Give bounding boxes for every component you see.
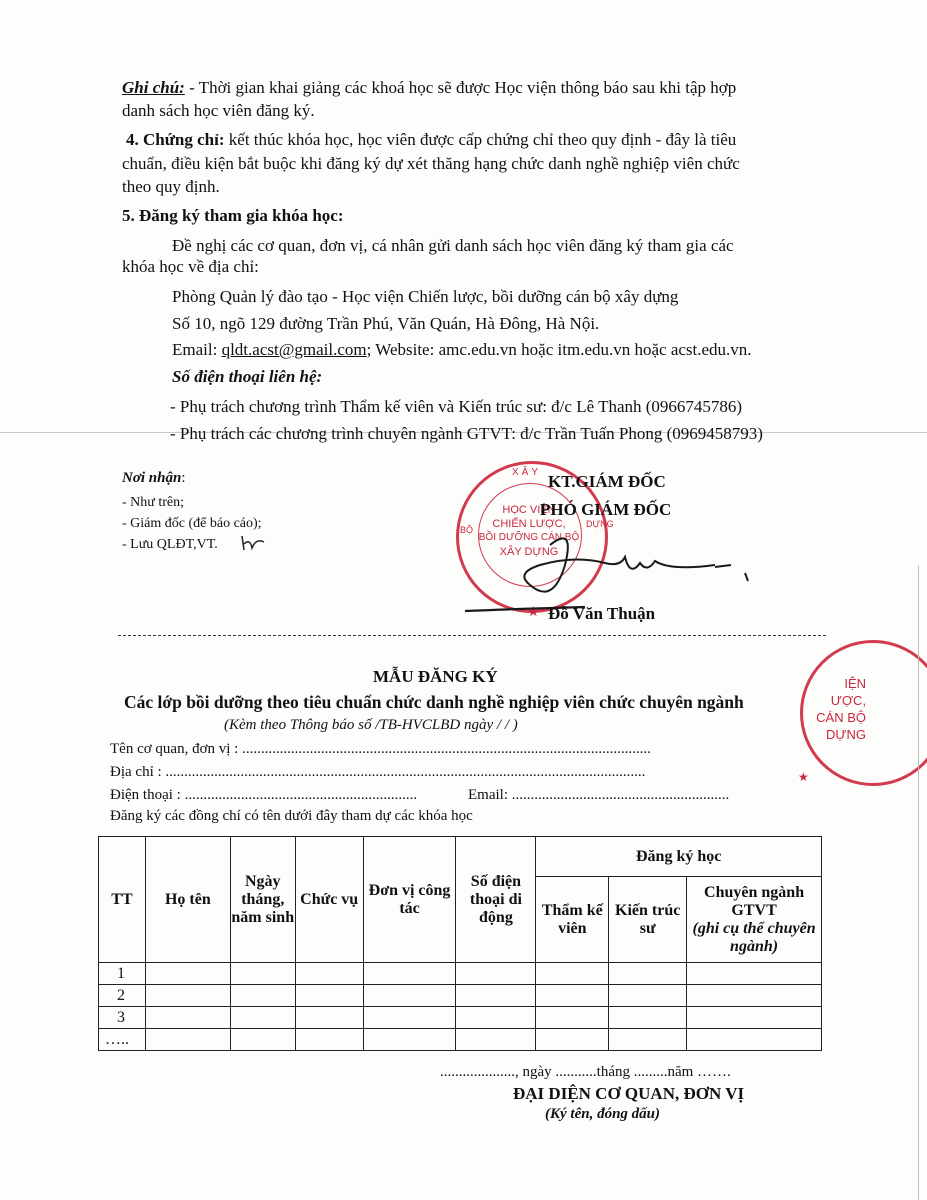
initial-mark — [238, 530, 274, 554]
footer-representative: ĐẠI DIỆN CƠ QUAN, ĐƠN VỊ — [513, 1084, 745, 1103]
cell[interactable] — [687, 985, 822, 1007]
cell[interactable] — [687, 963, 822, 985]
header-gtvt-label: Chuyên ngành GTVT — [704, 883, 805, 919]
section5-line-1: Đề nghị các cơ quan, đơn vị, cá nhân gửi danh sách học viên đăng ký tham gia các — [172, 236, 734, 255]
table-row — [99, 963, 822, 985]
scan-edge-line — [918, 566, 919, 1200]
email-link[interactable]: qldt.acst@gmail.com — [221, 340, 367, 359]
table-row — [99, 1007, 822, 1029]
cell[interactable] — [230, 985, 295, 1007]
note-label: Ghi chú: — [122, 78, 185, 97]
stamp-line: CÁN BỘ — [816, 710, 866, 725]
signature-title-2: PHÓ GIÁM ĐỐC — [540, 500, 672, 519]
row-number: 1 — [99, 963, 146, 985]
signature-title-1: KT.GIÁM ĐỐC — [548, 472, 666, 491]
stamp-ring-right: DỰNG — [586, 519, 614, 529]
stamp-line: IỆN — [844, 676, 866, 691]
recipients-colon: : — [181, 470, 186, 486]
stamp-ring-top: XÂY — [512, 467, 542, 478]
header-dob: Ngày tháng, năm sinh — [230, 837, 295, 963]
cell[interactable] — [609, 1029, 687, 1051]
field-email[interactable]: Email: .......................................................... — [468, 787, 730, 803]
cell[interactable] — [295, 1007, 363, 1029]
cell[interactable] — [295, 985, 363, 1007]
section5-line-2: khóa học về địa chỉ: — [122, 257, 259, 276]
recipient-item: - Lưu QLĐT,VT. — [122, 537, 218, 552]
cell[interactable] — [536, 985, 609, 1007]
cell[interactable] — [295, 963, 363, 985]
partial-stamp-star-icon: ★ — [798, 770, 809, 784]
cell[interactable] — [145, 963, 230, 985]
registration-table — [98, 836, 822, 1051]
field-address[interactable]: Địa chỉ : ................................................................................................................................ — [110, 764, 646, 780]
stamp-line: ƯỢC, — [830, 693, 866, 708]
cell[interactable] — [145, 985, 230, 1007]
header-tt: TT — [99, 837, 146, 963]
contact-2: - Phụ trách các chương trình chuyên ngành GTVT: đ/c Trần Tuấn Phong (0969458793) — [170, 424, 763, 443]
cell[interactable] — [363, 963, 456, 985]
header-tkv: Thẩm kế viên — [536, 877, 609, 963]
contact-email-line — [172, 340, 752, 360]
cell[interactable] — [687, 1029, 822, 1051]
footer-sign-note: (Ký tên, đóng dấu) — [545, 1106, 661, 1122]
header-kts: Kiến trúc sư — [609, 877, 687, 963]
cell[interactable] — [230, 1007, 295, 1029]
header-gtvt — [687, 877, 822, 963]
contact-1: - Phụ trách chương trình Thẩm kế viên và Kiến trúc sư: đ/c Lê Thanh (0966745786) — [170, 397, 743, 416]
cell[interactable] — [230, 963, 295, 985]
stamp-line: XÂY DỰNG — [499, 546, 559, 558]
cell[interactable] — [456, 963, 536, 985]
note-text: - Thời gian khai giảng các khoá học sẽ được Học viện thông báo sau khi tập hợp — [184, 78, 737, 97]
row-number: ….. — [99, 1029, 146, 1051]
header-mobile: Số điện thoại di động — [456, 837, 536, 963]
recipient-item: - Giám đốc (để báo cáo); — [122, 516, 262, 531]
email-label: Email: — [172, 340, 222, 359]
form-register-line: Đăng ký các đồng chí có tên dưới đây tham dự các khóa học — [110, 808, 473, 824]
section4-line-2: chuẩn, điều kiện bắt buộc khi đăng ký dự xét thăng hạng chức danh nghề nghiệp viên chức — [122, 154, 740, 173]
stamp-line: CHIẾN LƯỢC, — [492, 518, 566, 530]
section4-text: kết thúc khóa học, học viên được cấp chứng chỉ theo quy định - đây là tiêu — [224, 130, 737, 149]
stamp-line: HỌC VIỆN — [502, 504, 556, 516]
cell[interactable] — [609, 985, 687, 1007]
stamp-star-icon: ★ — [527, 605, 540, 620]
form-subtitle: Các lớp bồi dưỡng theo tiêu chuẩn chức danh nghề nghiệp viên chức chuyên ngành — [124, 692, 744, 712]
cell[interactable] — [536, 1007, 609, 1029]
note-line-2: danh sách học viên đăng ký. — [122, 101, 315, 120]
cell[interactable] — [363, 1007, 456, 1029]
field-org[interactable]: Tên cơ quan, đơn vị : ............................................................................................................. — [110, 741, 651, 757]
cell[interactable] — [363, 1029, 456, 1051]
stamp-line: BỒI DƯỠNG CÁN BỘ — [478, 532, 580, 543]
section4-line-3: theo quy định. — [122, 177, 220, 196]
partial-stamp-text — [806, 675, 866, 743]
cell[interactable] — [609, 963, 687, 985]
cell[interactable] — [145, 1007, 230, 1029]
signer-name: Đỗ Văn Thuận — [548, 604, 656, 623]
cell[interactable] — [536, 1029, 609, 1051]
cell[interactable] — [295, 1029, 363, 1051]
cell[interactable] — [536, 963, 609, 985]
form-attach: (Kèm theo Thông báo số /TB-HVCLBD ngày / / ) — [224, 717, 518, 733]
stamp-ring-left: BỘ — [460, 525, 474, 535]
website-text: ; Website: amc.edu.vn hoặc itm.edu.vn hoặc acst.edu.vn. — [366, 340, 752, 359]
office-name: Phòng Quản lý đào tạo - Học viện Chiến lược, bồi dưỡng cán bộ xây dựng — [172, 287, 679, 306]
cell[interactable] — [230, 1029, 295, 1051]
header-name: Họ tên — [145, 837, 230, 963]
header-position: Chức vụ — [295, 837, 363, 963]
table-row — [99, 1029, 822, 1051]
note-line-1 — [122, 78, 736, 98]
stamp-line: DỰNG — [826, 727, 866, 742]
phone-title: Số điện thoại liên hệ: — [172, 367, 323, 386]
row-number: 2 — [99, 985, 146, 1007]
cell[interactable] — [456, 1029, 536, 1051]
field-phone[interactable]: Điện thoại : .............................................................. — [110, 787, 418, 803]
recipients-label: Nơi nhận — [122, 470, 182, 486]
recipients-title — [122, 470, 186, 487]
section4-line-1 — [126, 130, 736, 150]
form-title: MẪU ĐĂNG KÝ — [373, 667, 498, 686]
row-number: 3 — [99, 1007, 146, 1029]
recipient-item: - Như trên; — [122, 495, 185, 510]
cell[interactable] — [609, 1007, 687, 1029]
cell[interactable] — [456, 985, 536, 1007]
cell[interactable] — [363, 985, 456, 1007]
divider — [118, 635, 826, 636]
cell[interactable] — [456, 1007, 536, 1029]
cell[interactable] — [145, 1029, 230, 1051]
section5-title: 5. Đăng ký tham gia khóa học: — [122, 206, 344, 225]
header-gtvt-note: (ghi cụ thể chuyên ngành) — [692, 919, 816, 955]
section4-label: 4. Chứng chỉ: — [126, 130, 225, 149]
header-register-group: Đăng ký học — [536, 837, 822, 877]
footer-date[interactable]: ...................., ngày ...........tháng .........năm ……. — [440, 1064, 731, 1080]
header-unit: Đơn vị công tác — [363, 837, 456, 963]
table-row — [99, 985, 822, 1007]
office-address: Số 10, ngõ 129 đường Trần Phú, Văn Quán, Hà Đông, Hà Nội. — [172, 314, 600, 333]
cell[interactable] — [687, 1007, 822, 1029]
